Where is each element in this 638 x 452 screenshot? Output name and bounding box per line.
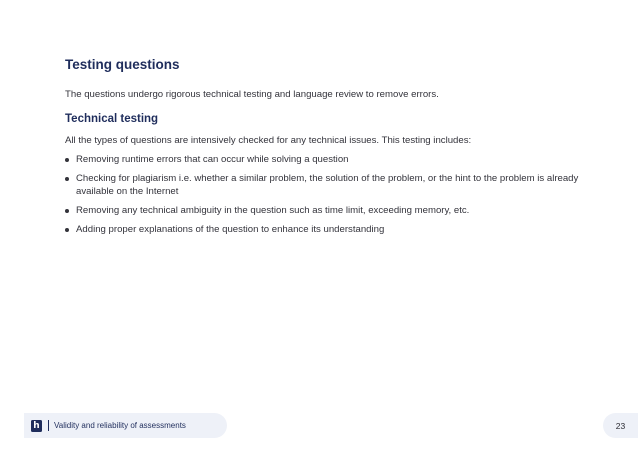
list-item: [65, 204, 590, 217]
footer-divider: [48, 420, 49, 431]
list-item-text: Checking for plagiarism i.e. whether a similar problem, the solution of the problem, or the hint to the problem is already available on the Internet: [76, 173, 579, 197]
brand-logo-icon: h: [31, 420, 42, 432]
list-item-text: Removing any technical ambiguity in the question such as time limit, exceeding memory, etc.: [76, 205, 470, 216]
page-content: [65, 56, 590, 242]
subsection-title: Technical testing: [65, 113, 159, 125]
section-title: Testing questions: [65, 57, 180, 72]
list-item: [65, 153, 590, 166]
footer-bar: [24, 413, 227, 438]
bullet-icon: [65, 177, 69, 181]
bullet-list: [65, 153, 590, 236]
list-item: [65, 223, 590, 236]
page-number-badge: [603, 413, 638, 438]
subsection-intro: All the types of questions are intensively checked for any technical issues. This testing includes:: [65, 135, 472, 146]
bullet-icon: [65, 228, 69, 232]
list-item-text: Adding proper explanations of the question to enhance its understanding: [76, 224, 385, 235]
section-intro: The questions undergo rigorous technical testing and language review to remove errors.: [65, 89, 439, 100]
list-item-text: Removing runtime errors that can occur while solving a question: [76, 154, 349, 165]
page-number: 23: [615, 420, 626, 431]
bullet-icon: [65, 158, 69, 162]
footer-document-title: Validity and reliability of assessments: [54, 421, 186, 430]
bullet-icon: [65, 209, 69, 213]
list-item: [65, 172, 590, 198]
